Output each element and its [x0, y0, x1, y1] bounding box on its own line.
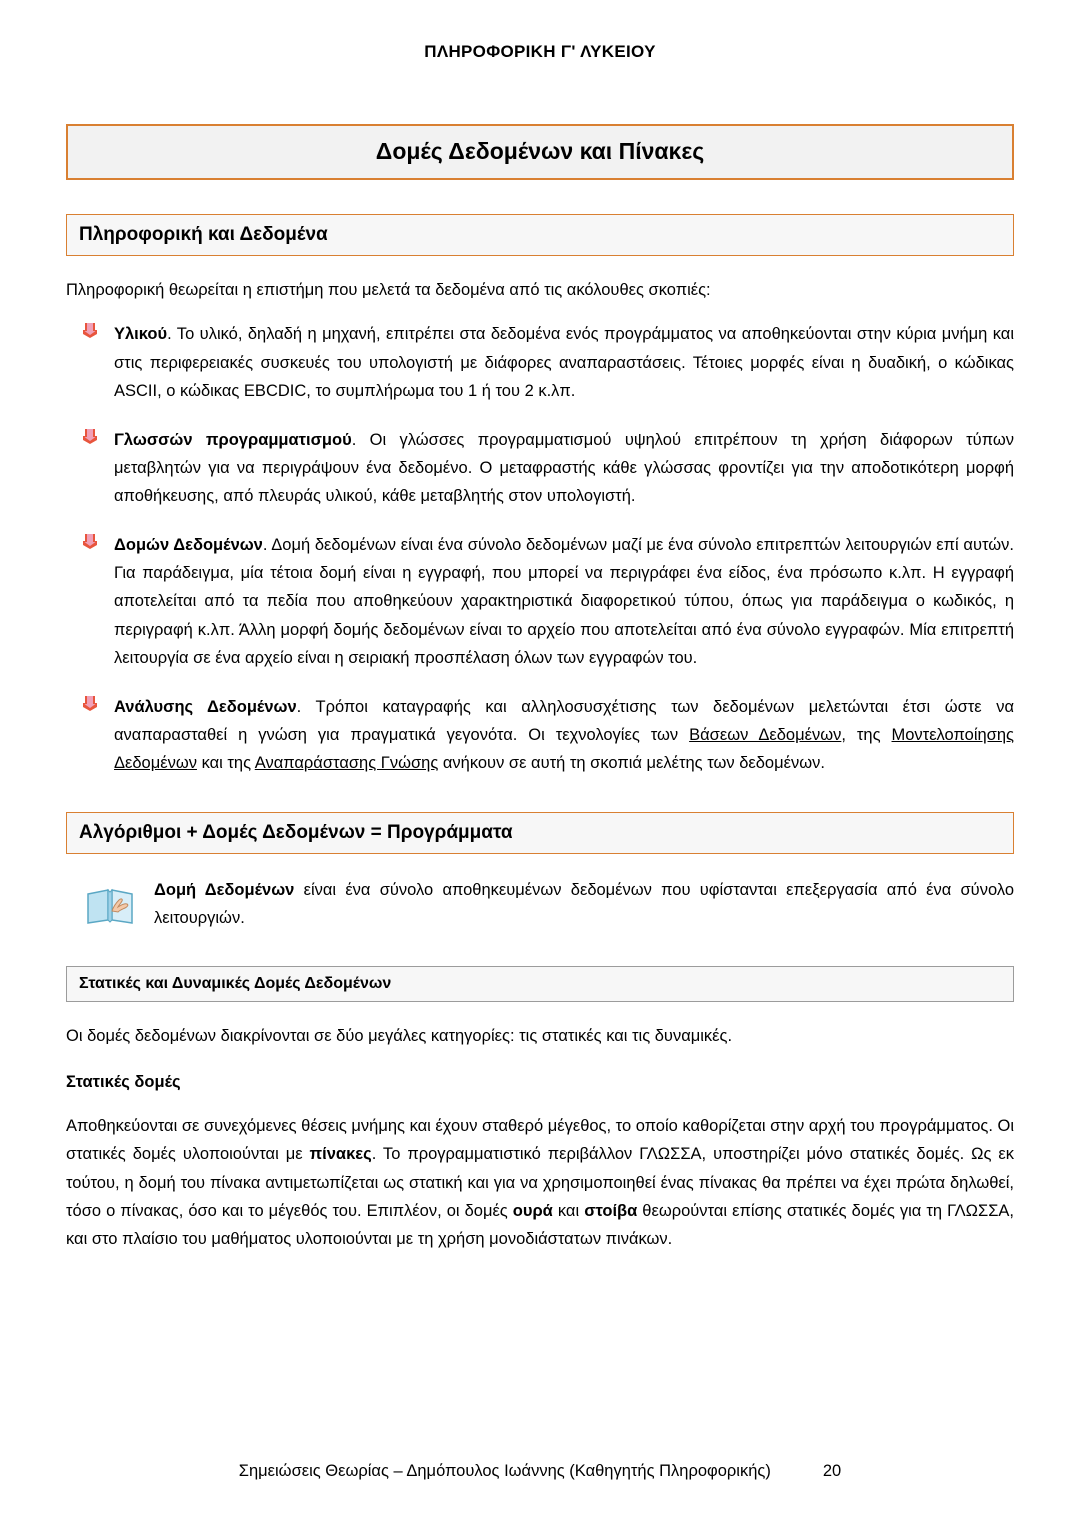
- bullet-body-text: . Δομή δεδομένων είναι ένα σύνολο δεδομένων μαζί με ένα σύνολο επιτρεπτών λειτουργιών επί αυτών. Για παράδειγμα, μία τέτοια δομή είναι η εγγραφή, που μπορεί να περιγράφει ένα είδος, ένα πρόσωπο κ.λπ. Η εγγραφή αποτελείται από τα πεδία που αποθηκεύουν χαρακτηριστικά διαφορετικού τύπου, όπως για παράδειγμα ο κωδικός, η περιγραφή κ.λπ. Άλλη μορφή δομής δεδομένων είναι το αρχείο που αποτελείται από ένα σύνολο εγγραφών. Μία επιτρεπτή λειτουργία σε ένα αρχείο είναι η σειριακή προσπέλαση όλων των εγγραφών του.: [114, 535, 1014, 668]
- arrow-bullet-icon: [82, 694, 98, 712]
- open-book-icon: [84, 878, 136, 930]
- emphasis-arrays: πίνακες: [309, 1145, 372, 1164]
- paragraph-part: και: [552, 1201, 585, 1220]
- list-item: [66, 320, 1014, 405]
- bullet-lead-text: Υλικού: [114, 325, 168, 344]
- emphasis-queue: ουρά: [512, 1201, 553, 1220]
- bullet-body-text: . Οι γλώσσες προγραμματισμού υψηλού επιτρέπουν τη χρήση διάφορων τύπων μεταβλητών για να περιγράψουν ένα δεδομένο. Ο μεταφραστής κάθε γλώσσας φροντίζει για την αποδοτικότερη μορφή αποθήκευσης, από πλευράς υλικού, κάθε μεταβλητής στον υπολογιστή.: [114, 430, 1014, 506]
- link-text-knowledge-representation: Αναπαράστασης Γνώσης: [254, 754, 439, 773]
- document-title: Δομές Δεδομένων και Πίνακες: [66, 124, 1014, 180]
- bullet-mid-text: , της: [841, 725, 892, 744]
- page-number: 20: [822, 1462, 842, 1480]
- definition-note-text: [154, 876, 1014, 933]
- list-item: [66, 426, 1014, 511]
- intro-paragraph-informatics: Πληροφορική θεωρείται η επιστήμη που μελετά τα δεδομένα από τις ακόλουθες σκοπιές:: [66, 281, 711, 299]
- emphasis-stack: στοίβα: [584, 1201, 638, 1220]
- sub-heading-static-structures: Στατικές δομές: [66, 1072, 181, 1091]
- definition-term: Δομή Δεδομένων: [154, 880, 295, 899]
- static-structures-paragraph: [66, 1112, 1014, 1254]
- arrow-bullet-icon: [82, 321, 98, 339]
- bullet-body-text: . Το υλικό, δηλαδή η μηχανή, επιτρέπει στα δεδομένα ενός προγράμματος να αποθηκεύονται στην κύρια μνήμη και στις περιφερειακές συσκευές του υπολογιστή με διάφορες αναπαραστάσεις. Τέτοιες μορφές είναι η δυαδική, ο κώδικας ASCII, ο κώδικας EBCDIC, το συμπλήρωμα του 1 ή του 2 κ.λπ.: [114, 325, 1014, 401]
- list-item: [66, 693, 1014, 778]
- section-heading-algorithms-equation: Αλγόριθμοι + Δομές Δεδομένων = Προγράμματα: [66, 812, 1014, 854]
- intro-paragraph-static-dynamic: Οι δομές δεδομένων διακρίνονται σε δύο μεγάλες κατηγορίες: τις στατικές και τις δυναμικές.: [66, 1027, 733, 1046]
- bullet-mid-text: και της: [196, 754, 255, 773]
- list-item: [66, 531, 1014, 673]
- running-header: ΠΛΗΡΟΦΟΡΙΚΗ Γ' ΛΥΚΕΙΟΥ: [424, 42, 656, 61]
- arrow-bullet-icon: [82, 427, 98, 445]
- paragraph-part: Αποθηκεύονται σε συνεχόμενες θέσεις μνήμης και έχουν σταθερό μέγεθος, το οποίο καθορίζεται στην αρχή του προγράμματος. Οι στατικές δομές υλοποιούνται με: [66, 1116, 1014, 1164]
- page-footer: [0, 1462, 1080, 1481]
- footer-text: Σημειώσεις Θεωρίας – Δημόπουλος Ιωάννης (Καθηγητής Πληροφορικής): [238, 1462, 771, 1480]
- bullet-lead-text: Γλωσσών προγραμματισμού: [114, 430, 352, 449]
- paragraph-part: . Το προγραμματιστικό περιβάλλον ΓΛΩΣΣΑ, υποστηρίζει μόνο στατικές δομές. Ως εκ τούτου, η δομή του πίνακα αντιμετωπίζεται ως στατική και για να χρησιμοποιηθεί ένας πίνακας θα πρέπει να έχει πρώτα δηλωθεί, τόσο ο πίνακας, όσο και το μέγεθός του. Επιπλέον, οι δομές: [66, 1145, 1014, 1220]
- definition-note: [66, 876, 1014, 933]
- section-heading-informatics-data: Πληροφορική και Δεδομένα: [66, 214, 1014, 256]
- bullet-lead-text: Δομών Δεδομένων: [114, 535, 263, 554]
- aspects-list: [66, 320, 1014, 777]
- link-text-data-modeling: Μοντελοποίησης Δεδομένων: [114, 725, 1014, 773]
- arrow-bullet-icon: [82, 532, 98, 550]
- section-heading-static-dynamic: Στατικές και Δυναμικές Δομές Δεδομένων: [66, 966, 1014, 1002]
- page-content: [0, 124, 1080, 1254]
- paragraph-part: θεωρούνται επίσης στατικές δομές για τη ΓΛΩΣΣΑ, και στο πλαίσιο του μαθήματος υλοποιούνται με τη χρήση μονοδιάστατων πινάκων.: [66, 1201, 1014, 1249]
- bullet-tail-text: ανήκουν σε αυτή τη σκοπιά μελέτης των δεδομένων.: [438, 754, 825, 773]
- link-text-databases: Βάσεων Δεδομένων: [689, 725, 842, 744]
- bullet-lead-text: Ανάλυσης Δεδομένων: [114, 697, 297, 716]
- definition-body: είναι ένα σύνολο αποθηκευμένων δεδομένων που υφίστανται επεξεργασία από ένα σύνολο λειτουργιών.: [154, 880, 1014, 927]
- bullet-body-text: . Τρόποι καταγραφής και αλληλοσυσχέτισης των δεδομένων μελετώνται έτσι ώστε να αναπαρασταθεί η γνώση για πραγματικά γεγονότα. Οι τεχνολογίες των: [114, 697, 1014, 744]
